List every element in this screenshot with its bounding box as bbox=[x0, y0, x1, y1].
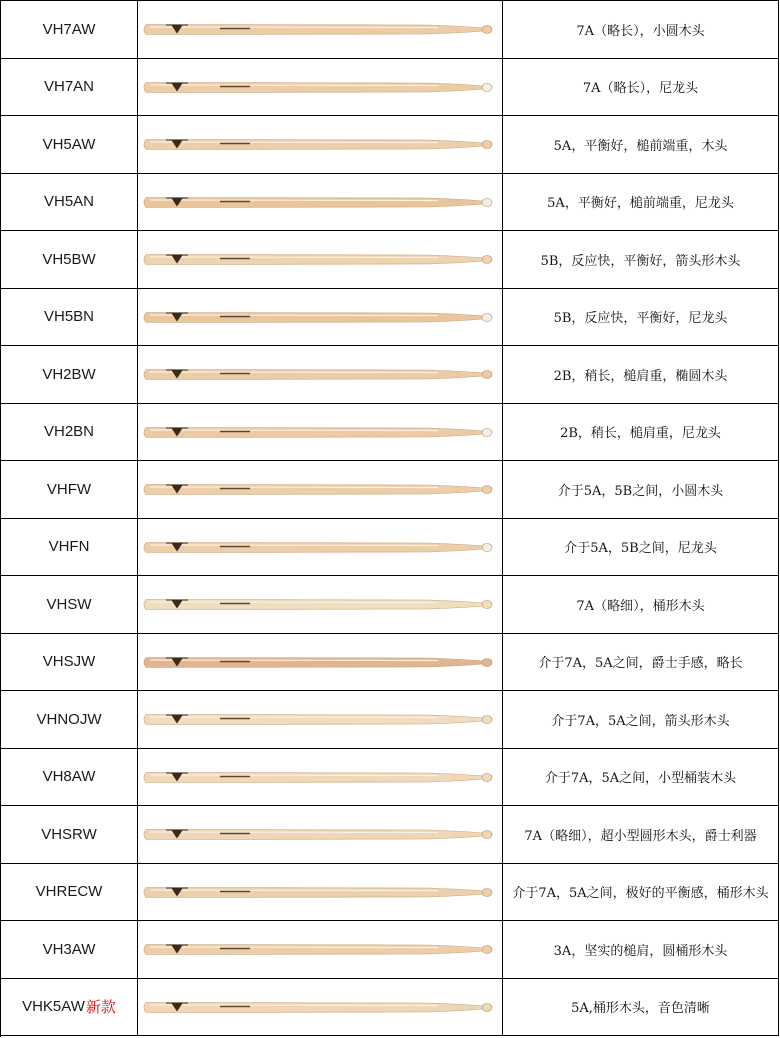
drumstick-tip bbox=[482, 83, 492, 91]
drumstick-tip bbox=[482, 543, 492, 551]
model-name: VHRECW bbox=[35, 883, 103, 901]
description-text: 2B，稍长，槌肩重，尼龙头 bbox=[560, 426, 721, 442]
drumstick-shaft bbox=[144, 830, 483, 840]
drumstick-tip bbox=[482, 313, 492, 321]
model-cell bbox=[1, 59, 138, 116]
drumstick-shaft bbox=[144, 657, 483, 667]
drumstick-image bbox=[138, 979, 502, 1036]
description-text: 介于5A，5B之间，尼龙头 bbox=[564, 541, 717, 557]
drumstick-image bbox=[138, 806, 502, 863]
drumstick-image-cell bbox=[138, 289, 503, 346]
drumstick-tip bbox=[482, 601, 492, 609]
model-name: VHSRW bbox=[41, 825, 97, 843]
drumstick-shaft bbox=[144, 197, 483, 207]
model-name: VHK5AW bbox=[22, 998, 85, 1016]
drumstick-image-cell bbox=[138, 346, 503, 403]
table-row bbox=[1, 231, 779, 289]
drumstick-image-cell bbox=[138, 1, 503, 58]
description-text: 5B，反应快，平衡好，尼龙头 bbox=[553, 311, 728, 327]
model-cell bbox=[1, 116, 138, 173]
drumstick-image bbox=[138, 116, 502, 173]
drumstick-shaft bbox=[144, 485, 483, 495]
model-name: VHSW bbox=[46, 595, 92, 613]
drumstick-image-cell bbox=[138, 749, 503, 806]
drumstick-image bbox=[138, 921, 502, 978]
drumstick-image bbox=[138, 346, 502, 403]
drumstick-image-cell bbox=[138, 231, 503, 288]
drumstick-tip bbox=[482, 716, 492, 724]
drumstick-shaft bbox=[144, 255, 483, 265]
description-text: 介于7A，5A之间，箭头形木头 bbox=[551, 713, 730, 729]
description-cell bbox=[503, 289, 779, 346]
table-row bbox=[1, 634, 779, 692]
description-text: 介于7A，5A之间，爵士手感，略长 bbox=[538, 656, 743, 672]
drumstick-tip bbox=[482, 486, 492, 494]
model-name: VHFN bbox=[48, 538, 90, 556]
table-row bbox=[1, 289, 779, 347]
drumstick-highlight bbox=[150, 315, 438, 316]
drumstick-shaft bbox=[144, 82, 483, 92]
description-cell bbox=[503, 346, 779, 403]
drumstick-highlight bbox=[150, 660, 438, 661]
new-badge: 新款 bbox=[85, 999, 116, 1017]
table-row bbox=[1, 806, 779, 864]
model-cell bbox=[1, 404, 138, 461]
model-name: VH8AW bbox=[42, 768, 96, 786]
drumstick-image-cell bbox=[138, 59, 503, 116]
description-cell bbox=[503, 576, 779, 633]
description-cell bbox=[503, 979, 779, 1036]
drumstick-image bbox=[138, 461, 502, 518]
drumstick-tip bbox=[482, 831, 492, 839]
drumstick-image bbox=[138, 231, 502, 288]
description-text: 7A（略长），小圆木头 bbox=[576, 23, 705, 39]
description-cell bbox=[503, 59, 779, 116]
model-cell bbox=[1, 864, 138, 921]
drumstick-image-cell bbox=[138, 634, 503, 691]
model-cell bbox=[1, 921, 138, 978]
table-row bbox=[1, 864, 779, 922]
drumstick-highlight bbox=[150, 142, 438, 143]
drumstick-shaft bbox=[144, 1002, 483, 1012]
model-cell bbox=[1, 576, 138, 633]
model-name: VH2BW bbox=[42, 365, 96, 383]
drumstick-highlight bbox=[150, 890, 438, 891]
description-text: 7A（略细），桶形木头 bbox=[576, 598, 705, 614]
drumstick-image-cell bbox=[138, 404, 503, 461]
model-cell bbox=[1, 634, 138, 691]
drumstick-shaft bbox=[144, 715, 483, 725]
model-name: VH5AN bbox=[43, 193, 95, 211]
drumstick-image-cell bbox=[138, 519, 503, 576]
model-name: VH5BW bbox=[42, 250, 96, 268]
description-cell bbox=[503, 749, 779, 806]
drumstick-image bbox=[138, 634, 502, 691]
drumstick-image-cell bbox=[138, 116, 503, 173]
description-text: 介于5A，5B之间，小圆木头 bbox=[557, 483, 724, 499]
drumstick-shaft bbox=[144, 140, 483, 150]
drumstick-tip bbox=[482, 888, 492, 896]
description-cell bbox=[503, 116, 779, 173]
model-cell bbox=[1, 1, 138, 58]
drumstick-highlight bbox=[150, 372, 438, 373]
description-cell bbox=[503, 461, 779, 518]
description-text: 7A（略细），超小型圆形木头，爵士利器 bbox=[524, 828, 757, 844]
drumstick-image-cell bbox=[138, 864, 503, 921]
description-text: 3A，坚实的槌肩，圆桶形木头 bbox=[553, 943, 728, 959]
drumstick-highlight bbox=[150, 85, 438, 86]
drumstick-tip bbox=[482, 371, 492, 379]
drumstick-highlight bbox=[150, 200, 438, 201]
description-text: 介于7A，5A之间，极好的平衡感，桶形木头 bbox=[512, 886, 769, 902]
drumstick-shaft bbox=[144, 542, 483, 552]
table-row bbox=[1, 59, 779, 117]
table-row bbox=[1, 576, 779, 634]
description-cell bbox=[503, 864, 779, 921]
description-text: 5A,桶形木头，音色清晰 bbox=[571, 1001, 710, 1017]
drumstick-shaft bbox=[144, 945, 483, 955]
model-name: VH3AW bbox=[42, 940, 96, 958]
drumstick-tip bbox=[482, 198, 492, 206]
model-cell bbox=[1, 231, 138, 288]
model-name: VHFW bbox=[46, 480, 92, 498]
drumstick-image bbox=[138, 404, 502, 461]
description-cell bbox=[503, 921, 779, 978]
model-cell bbox=[1, 461, 138, 518]
drumstick-shaft bbox=[144, 772, 483, 782]
table-row bbox=[1, 174, 779, 232]
drumstick-image bbox=[138, 864, 502, 921]
drumstick-image bbox=[138, 749, 502, 806]
drumstick-shaft bbox=[144, 312, 483, 322]
drumstick-image-cell bbox=[138, 461, 503, 518]
drumstick-highlight bbox=[150, 602, 438, 603]
drumstick-shaft bbox=[144, 427, 483, 437]
model-name: VH5AW bbox=[42, 135, 96, 153]
model-cell bbox=[1, 691, 138, 748]
model-cell bbox=[1, 979, 138, 1036]
drumstick-highlight bbox=[150, 487, 438, 488]
drumstick-image bbox=[138, 174, 502, 231]
drumstick-highlight bbox=[150, 775, 438, 776]
drumstick-tip bbox=[482, 773, 492, 781]
model-name: VH7AN bbox=[43, 78, 95, 96]
drumstick-image-cell bbox=[138, 174, 503, 231]
drumstick-image bbox=[138, 289, 502, 346]
drumstick-highlight bbox=[150, 27, 438, 28]
drumstick-image bbox=[138, 59, 502, 116]
description-cell bbox=[503, 404, 779, 461]
description-text: 介于7A，5A之间，小型桶装木头 bbox=[544, 771, 737, 787]
drumstick-image-cell bbox=[138, 921, 503, 978]
table-row bbox=[1, 461, 779, 519]
description-text: 5B，反应快，平衡好，箭头形木头 bbox=[540, 253, 741, 269]
model-name: VHNOJW bbox=[36, 710, 102, 728]
table-row bbox=[1, 346, 779, 404]
drumstick-highlight bbox=[150, 257, 438, 258]
model-cell bbox=[1, 346, 138, 403]
description-text: 7A（略长），尼龙头 bbox=[582, 81, 699, 97]
model-cell bbox=[1, 806, 138, 863]
drumstick-highlight bbox=[150, 1005, 438, 1006]
drumstick-image-cell bbox=[138, 979, 503, 1036]
description-text: 2B，稍长，槌肩重，椭圆木头 bbox=[553, 368, 728, 384]
model-cell bbox=[1, 174, 138, 231]
drumstick-image-cell bbox=[138, 691, 503, 748]
drumstick-shaft bbox=[144, 25, 483, 35]
description-cell bbox=[503, 806, 779, 863]
description-text: 5A，平衡好，槌前端重，尼龙头 bbox=[547, 196, 734, 212]
table-row bbox=[1, 749, 779, 807]
drumstick-image bbox=[138, 1, 502, 58]
drumstick-shaft bbox=[144, 600, 483, 610]
model-cell bbox=[1, 749, 138, 806]
drumstick-highlight bbox=[150, 832, 438, 833]
model-cell bbox=[1, 519, 138, 576]
drumstick-image-cell bbox=[138, 806, 503, 863]
table-row bbox=[1, 519, 779, 577]
drumstick-highlight bbox=[150, 430, 438, 431]
table-row bbox=[1, 1, 779, 59]
table-row bbox=[1, 921, 779, 979]
model-name: VH7AW bbox=[42, 20, 96, 38]
drumstick-tip bbox=[482, 658, 492, 666]
drumstick-tip bbox=[482, 1003, 492, 1011]
description-cell bbox=[503, 1, 779, 58]
description-text: 5A，平衡好，槌前端重，木头 bbox=[553, 138, 728, 154]
model-name: VH2BN bbox=[43, 423, 95, 441]
drumstick-tip bbox=[482, 26, 492, 34]
drumstick-image bbox=[138, 691, 502, 748]
drumstick-highlight bbox=[150, 717, 438, 718]
drumstick-shaft bbox=[144, 887, 483, 897]
drumstick-highlight bbox=[150, 947, 438, 948]
drumstick-tip bbox=[482, 428, 492, 436]
description-cell bbox=[503, 634, 779, 691]
table-row bbox=[1, 979, 779, 1037]
description-cell bbox=[503, 231, 779, 288]
drumstick-tip bbox=[482, 141, 492, 149]
drumstick-image bbox=[138, 576, 502, 633]
drumstick-tip bbox=[482, 256, 492, 264]
table-row bbox=[1, 116, 779, 174]
drumstick-image bbox=[138, 519, 502, 576]
model-name: VH5BN bbox=[43, 308, 95, 326]
table-row bbox=[1, 404, 779, 462]
model-name: VHSJW bbox=[42, 653, 96, 671]
model-cell bbox=[1, 289, 138, 346]
drumstick-tip bbox=[482, 946, 492, 954]
drumstick-shaft bbox=[144, 370, 483, 380]
description-cell bbox=[503, 691, 779, 748]
description-cell bbox=[503, 519, 779, 576]
drumstick-highlight bbox=[150, 545, 438, 546]
description-cell bbox=[503, 174, 779, 231]
drumstick-image-cell bbox=[138, 576, 503, 633]
table-row bbox=[1, 691, 779, 749]
